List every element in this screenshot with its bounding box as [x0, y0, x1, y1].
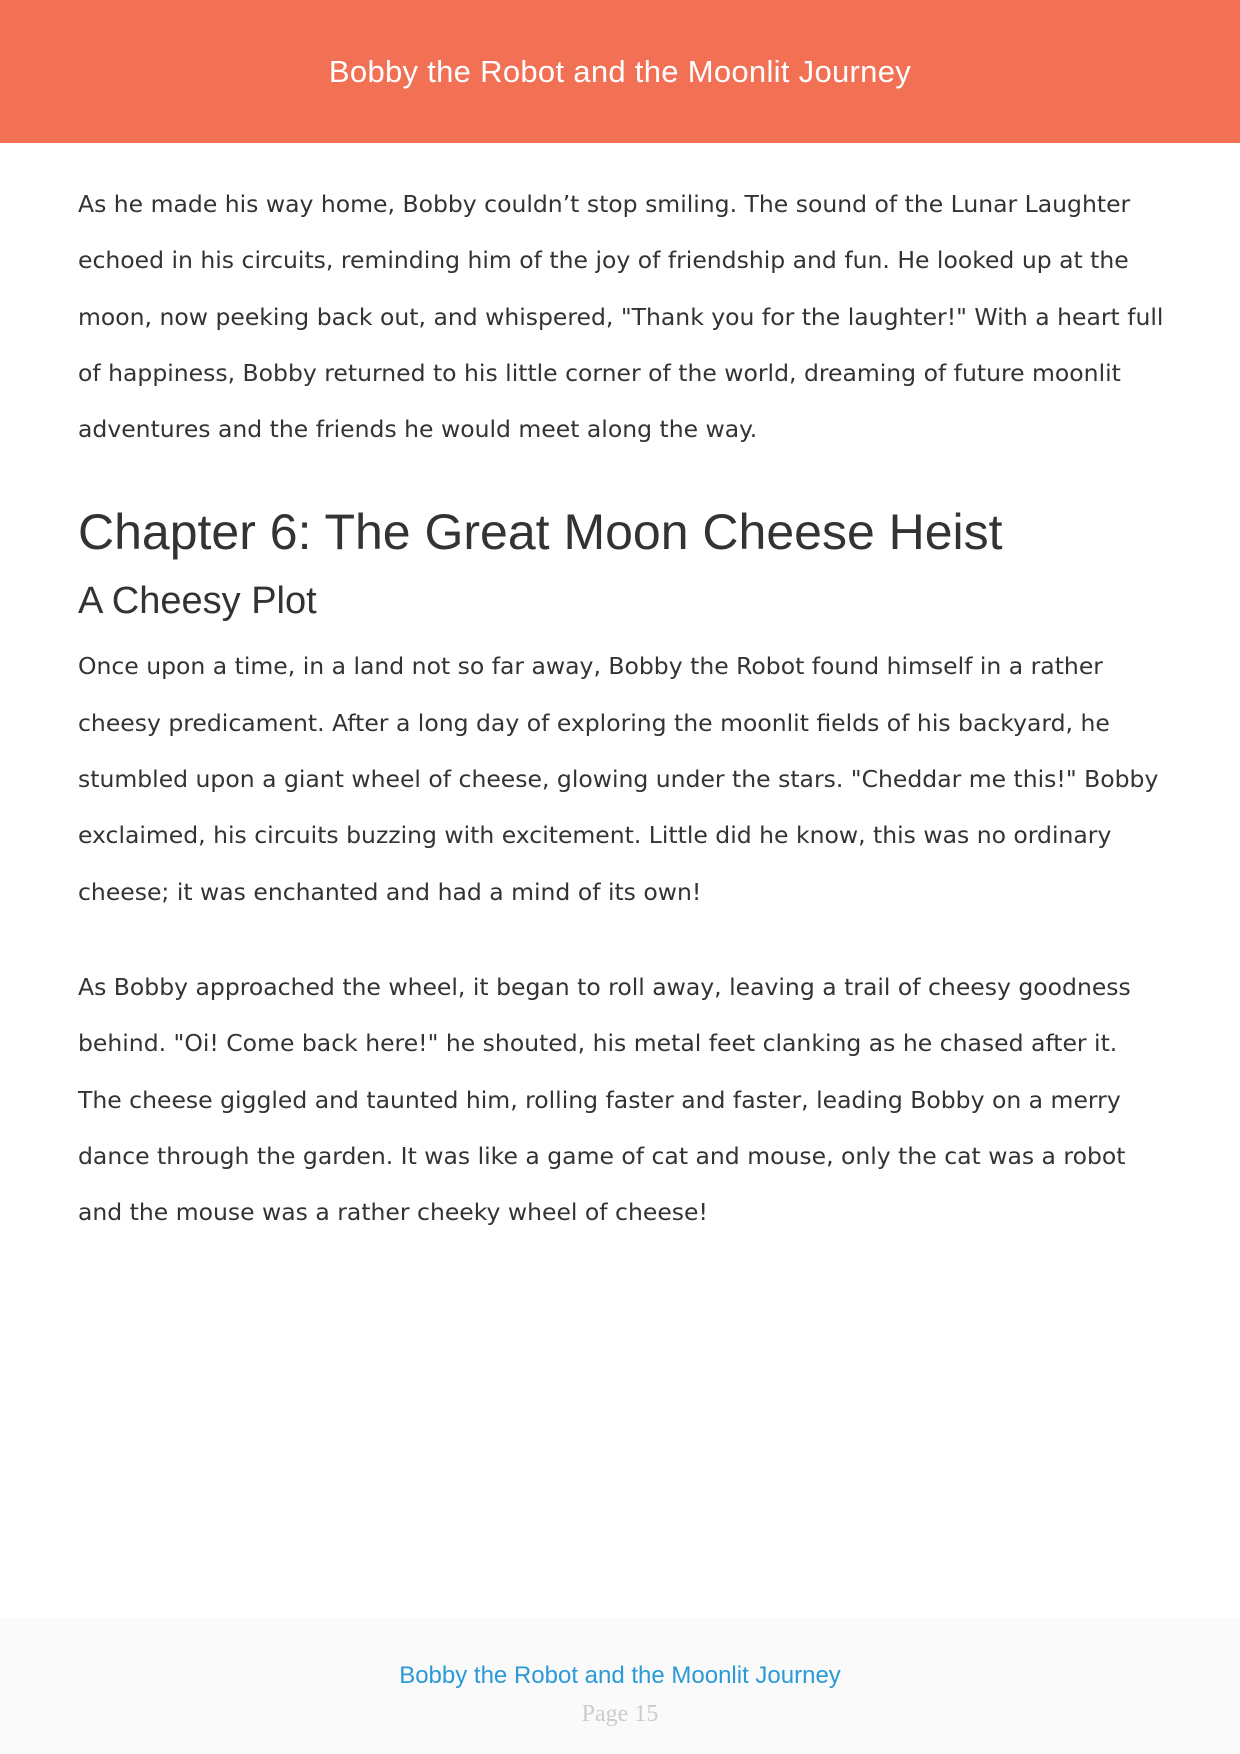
footer-title: Bobby the Robot and the Moonlit Journey	[399, 1662, 841, 1689]
story-paragraph-2: As Bobby approached the wheel, it began to roll away, leaving a trail of cheesy goodness behind. "Oi! Come back here!" he shouted, his metal feet clanking as he chased after it. The cheese giggled and taunted him, rolling faster and faster, leading Bobby on a merry dance through the garden. It was like a game of cat and mouse, only the cat was a robot and the mouse was a rather cheeky wheel of cheese!	[78, 972, 1131, 1227]
chapter-title: Chapter 6: The Great Moon Cheese Heist	[78, 504, 1003, 561]
page-footer	[0, 1618, 1240, 1754]
header-title: Bobby the Robot and the Moonlit Journey	[328, 53, 912, 89]
story-paragraph-1: Once upon a time, in a land not so far away, Bobby the Robot found himself in a rather cheesy predicament. After a long day of exploring the moonlit fields of his backyard, he stumbled upon a giant wheel of cheese, glowing under the stars. "Cheddar me this!" Bobby exclaimed, his circuits buzzing with excitement. Little did he know, this was no ordinary cheese; it was enchanted and had a mind of its own!	[78, 652, 1159, 906]
page-number: Page 15	[581, 1701, 659, 1727]
intro-paragraph: As he made his way home, Bobby couldn’t stop smiling. The sound of the Lunar Laughter echoed in his circuits, reminding him of the joy of friendship and fun. He looked up at the moon, now peeking back out, and whispered, "Thank you for the laughter!" With a heart full of happiness, Bobby returned to his little corner of the world, dreaming of future moonlit adventures and the friends he would meet along the way.	[78, 190, 1164, 444]
page-content	[78, 176, 1168, 1240]
section-title: A Cheesy Plot	[78, 580, 317, 623]
page-header	[0, 0, 1240, 143]
